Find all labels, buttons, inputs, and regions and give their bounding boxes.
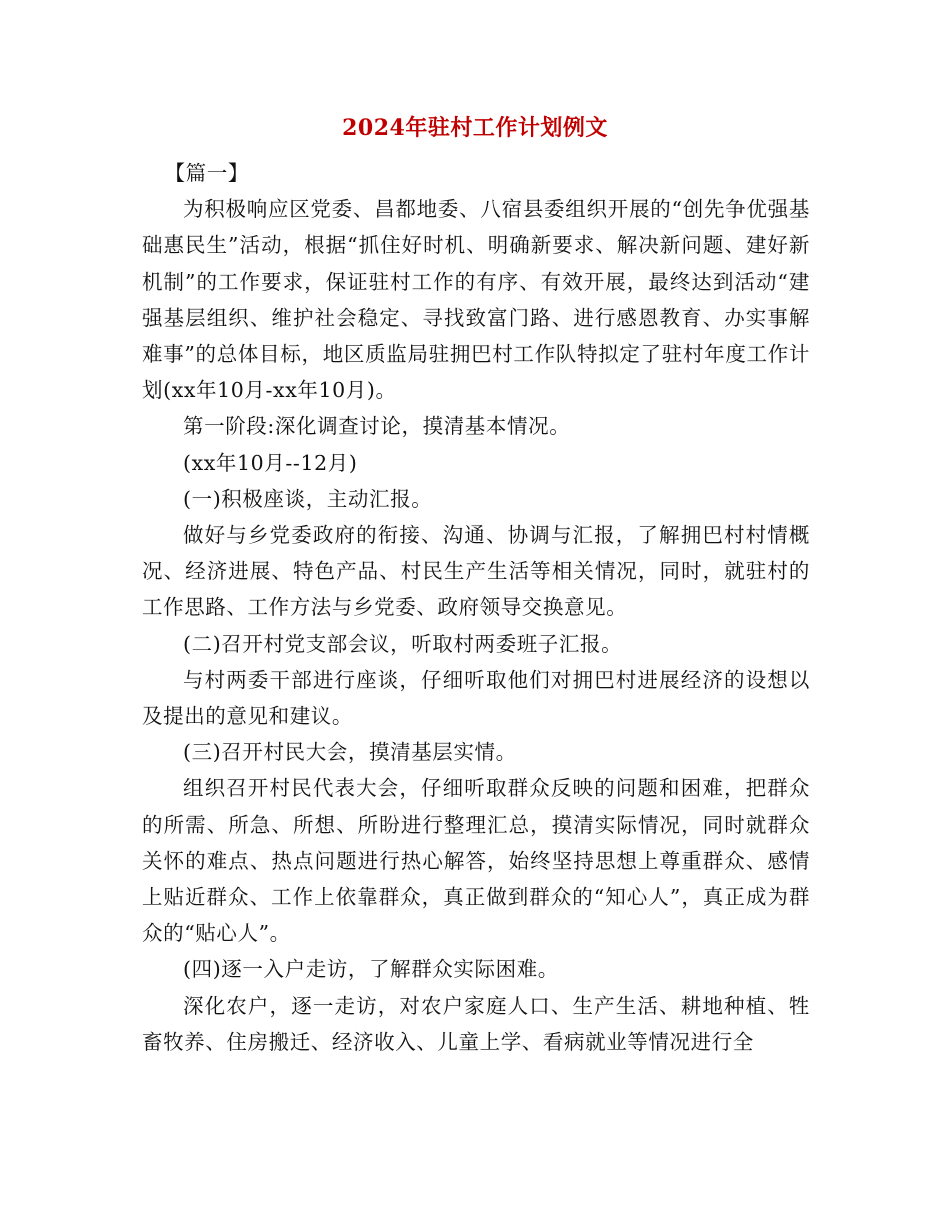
stage-period: (xx年10月--12月) bbox=[183, 450, 358, 475]
paragraph: 组织召开村民代表大会，仔细听取群众反映的问题和困难，把群众的所需、所急、所想、所盼进行整理汇总，摸清实际情况，同时就群众关怀的难点、热点问题进行热心解答，始终坚持思想上尊重群众、感情上贴近群众、工作上依靠群众，真正做到群众的“知心人”，真正成为群众的“贴心人”。 bbox=[142, 776, 810, 946]
subheading: (四)逐一入户走访，了解群众实际困难。 bbox=[183, 957, 559, 982]
paragraph: 与村两委干部进行座谈，仔细听取他们对拥巴村进展经济的设想以及提出的意见和建议。 bbox=[142, 667, 810, 729]
subheading: (一)积极座谈，主动汇报。 bbox=[183, 486, 433, 511]
paragraph: 深化农户，逐一走访，对农户家庭人口、生产生活、耕地种植、牲畜牧养、住房搬迁、经济收入、儿童上学、看病就业等情况进行全 bbox=[142, 993, 810, 1054]
document-body bbox=[142, 155, 810, 1060]
paragraph: 做好与乡党委政府的衔接、沟通、协调与汇报，了解拥巴村村情概况、经济进展、特色产品、村民生产生活等相关情况，同时，就驻村的工作思路、工作方法与乡党委、政府领导交换意见。 bbox=[142, 523, 810, 620]
subheading: (二)召开村党支部会议，听取村两委班子汇报。 bbox=[183, 631, 623, 656]
document-title: 2024年驻村工作计划例文 bbox=[342, 115, 608, 141]
section-heading: 【篇一】 bbox=[164, 161, 249, 185]
paragraph: 为积极响应区党委、昌都地委、八宿县委组织开展的“创先争优强基础惠民生”活动，根据“抓住好时机、明确新要求、解决新问题、建好新机制”的工作要求，保证驻村工作的有序、有效开展，最终达到活动“建强基层组织、维护社会稳定、寻找致富门路、进行感恩教育、办实事解难事”的总体目标，地区质监局驻拥巴村工作队特拟定了驻村年度工作计划(xx年10月-xx年10月)。 bbox=[142, 197, 810, 403]
stage-heading: 第一阶段:深化调查讨论，摸清基本情况。 bbox=[183, 414, 571, 439]
subheading: (三)召开村民大会，摸清基层实情。 bbox=[183, 740, 517, 765]
